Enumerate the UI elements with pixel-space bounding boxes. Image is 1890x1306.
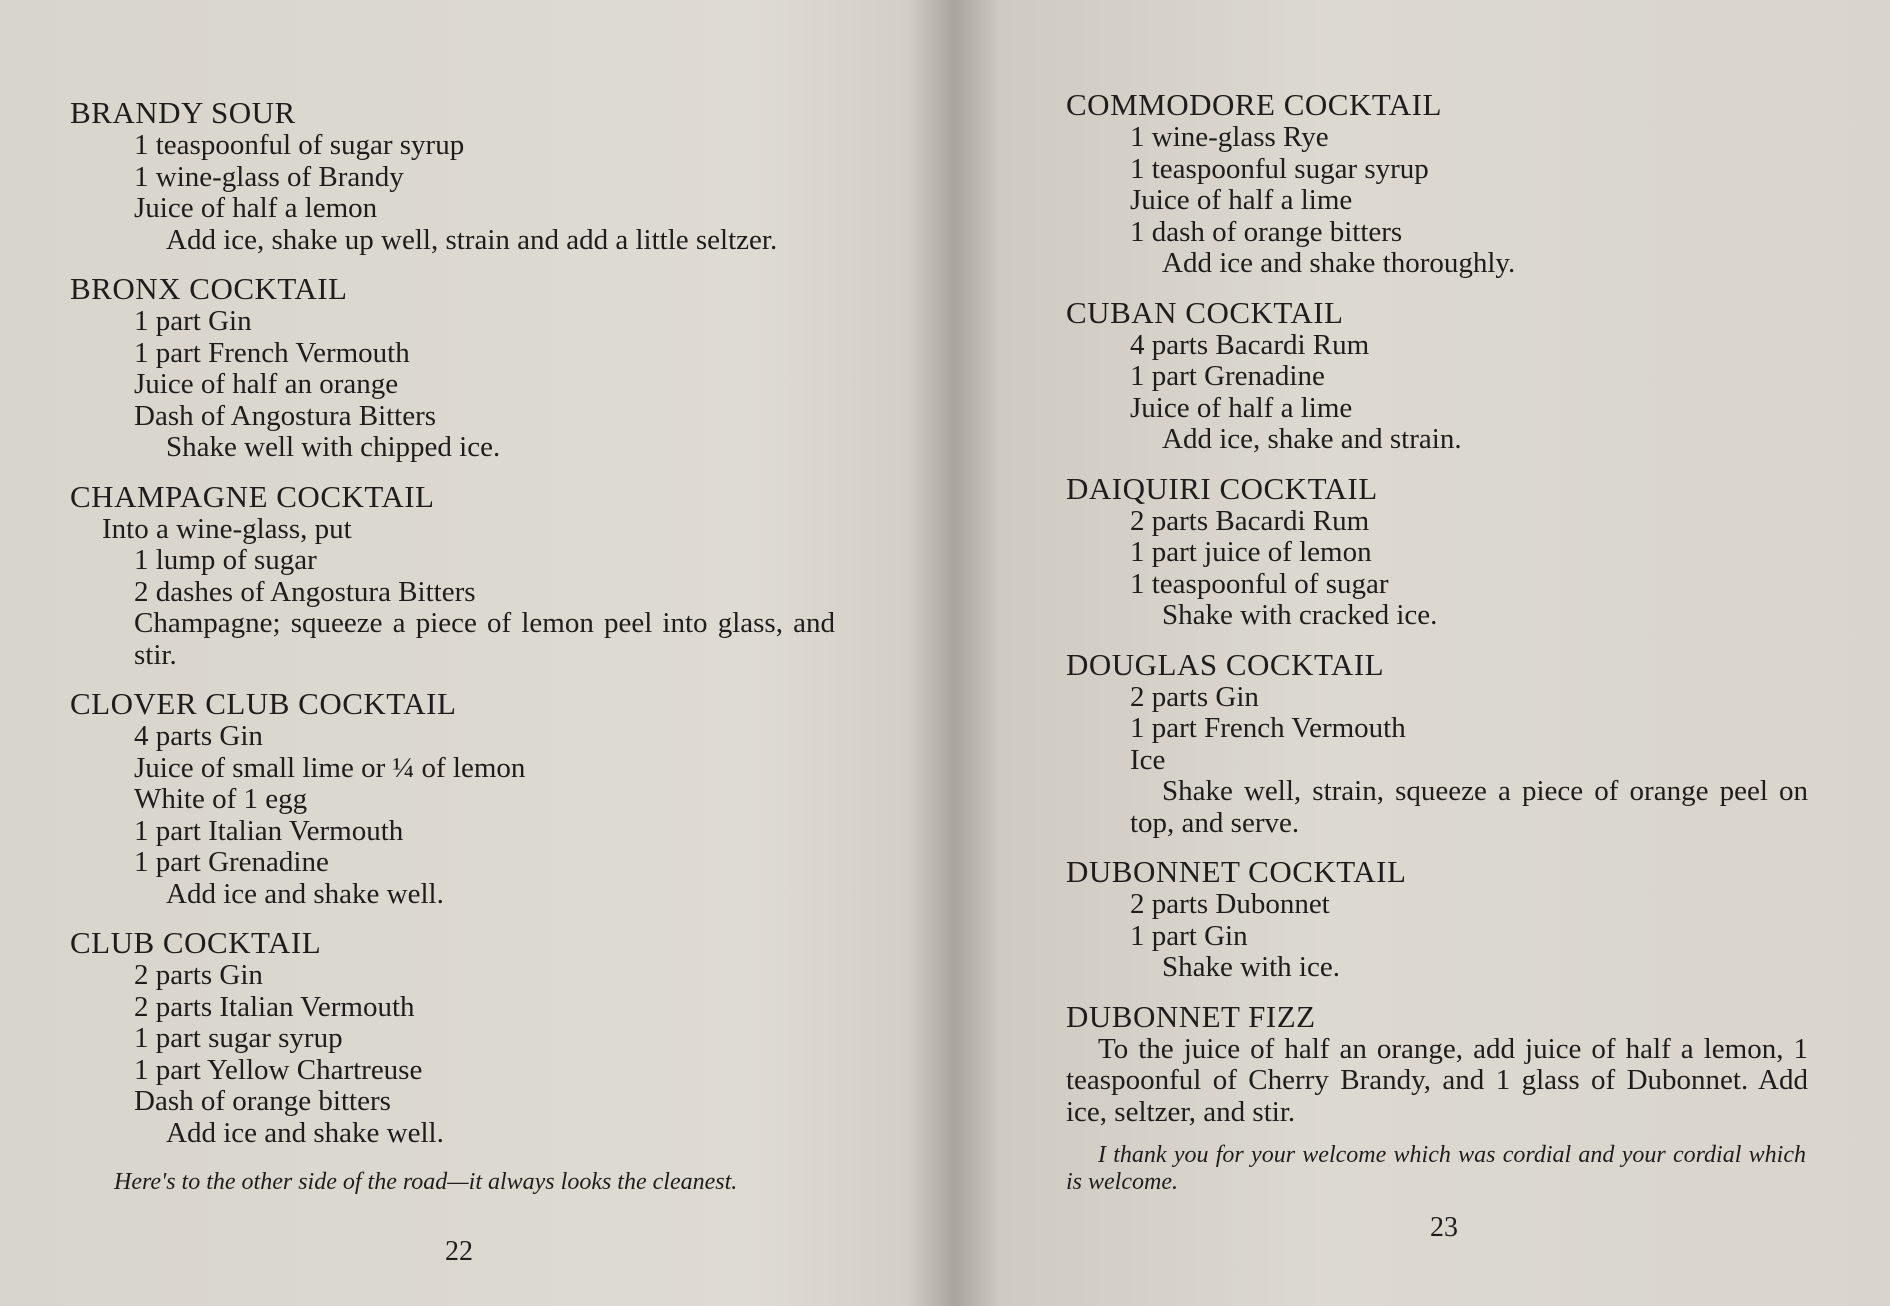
ingredient: 1 part sugar syrup xyxy=(134,1022,343,1054)
ingredient: Dash of orange bitters xyxy=(134,1085,391,1117)
recipe-instruction: Shake well with chipped ice. xyxy=(166,431,501,463)
ingredient: 2 parts Bacardi Rum xyxy=(1130,504,1370,537)
ingredient: 1 part Grenadine xyxy=(134,846,329,878)
ingredient: 2 parts Dubonnet xyxy=(1130,888,1330,920)
recipe-title: BRONX COCKTAIL xyxy=(70,271,348,306)
page-motto: Here's to the other side of the road—it always looks the cleanest. xyxy=(114,1169,738,1195)
recipe-clover-club-cocktail xyxy=(70,687,835,910)
ingredient: 2 dashes of Angostura Bitters xyxy=(134,575,476,608)
recipe-instruction: Shake well, strain, squeeze a piece of orange peel on top, and serve. xyxy=(1130,775,1808,839)
recipe-cuban-cocktail xyxy=(1066,296,1808,456)
recipe-title: COMMODORE COCKTAIL xyxy=(1066,87,1442,122)
ingredient: 4 parts Bacardi Rum xyxy=(1130,328,1370,361)
recipe-instruction: Champagne; squeeze a piece of lemon peel into glass, and stir. xyxy=(134,607,835,671)
recipe-instruction: Add ice, shake and strain. xyxy=(1162,423,1462,455)
recipe-bronx-cocktail xyxy=(70,272,835,464)
ingredient: 1 part Yellow Chartreuse xyxy=(134,1053,423,1086)
page-number: 23 xyxy=(1430,1212,1458,1243)
recipe-instruction: Add ice and shake well. xyxy=(166,1116,444,1149)
recipe-title: DUBONNET FIZZ xyxy=(1066,998,1316,1034)
recipe-dubonnet-fizz xyxy=(1066,1000,1808,1129)
ingredient: Dash of Angostura Bitters xyxy=(134,399,437,432)
ingredient: 1 part juice of lemon xyxy=(1130,536,1372,568)
recipe-club-cocktail xyxy=(70,926,835,1149)
ingredient: 1 teaspoonful of sugar syrup xyxy=(134,129,465,161)
ingredient: Juice of half a lime xyxy=(1130,184,1353,216)
ingredient: 1 part French Vermouth xyxy=(1130,712,1406,744)
recipe-brandy-sour xyxy=(70,96,835,256)
recipe-intro: Into a wine-glass, put xyxy=(102,512,352,545)
recipe-title: DUBONNET COCKTAIL xyxy=(1066,854,1407,889)
ingredient: 1 part Italian Vermouth xyxy=(134,814,404,847)
recipe-instruction: Shake with ice. xyxy=(1162,951,1340,983)
recipe-champagne-cocktail xyxy=(70,480,835,672)
ingredient: 1 wine-glass Rye xyxy=(1130,121,1329,153)
page-number: 22 xyxy=(445,1236,473,1267)
ingredient: 1 lump of sugar xyxy=(134,544,317,576)
recipe-instruction: Shake with cracked ice. xyxy=(1162,599,1438,631)
recipe-title: CLOVER CLUB COCKTAIL xyxy=(70,686,457,721)
ingredient: 1 teaspoonful sugar syrup xyxy=(1130,152,1429,185)
ingredient: 1 wine-glass of Brandy xyxy=(134,160,404,193)
recipe-instruction: Add ice and shake thoroughly. xyxy=(1162,247,1516,279)
ingredient: 2 parts Italian Vermouth xyxy=(134,990,415,1023)
recipe-title: CHAMPAGNE COCKTAIL xyxy=(70,478,435,514)
ingredient: Ice xyxy=(1130,743,1166,776)
page-motto: I thank you for your welcome which was cordial and your cordial which is welcome. xyxy=(1066,1142,1806,1195)
recipe-instruction: Add ice and shake well. xyxy=(166,877,444,910)
recipe-title: CLUB COCKTAIL xyxy=(70,925,322,960)
recipe-title: DOUGLAS COCKTAIL xyxy=(1066,646,1385,682)
recipe-douglas-cocktail xyxy=(1066,648,1808,840)
ingredient: Juice of half a lime xyxy=(1130,391,1353,424)
ingredient: 1 part Gin xyxy=(1130,919,1248,952)
recipe-instruction: Add ice, shake up well, strain and add a little seltzer. xyxy=(166,223,778,256)
ingredient: Juice of half a lemon xyxy=(134,192,378,224)
ingredient: White of 1 egg xyxy=(134,783,308,815)
recipe-dubonnet-cocktail xyxy=(1066,855,1808,984)
ingredient: 1 part Grenadine xyxy=(1130,360,1325,392)
right-page xyxy=(948,0,1890,1306)
ingredient: Juice of small lime or ¼ of lemon xyxy=(134,751,526,784)
ingredient: 1 part Gin xyxy=(134,305,252,337)
ingredient: 1 teaspoonful of sugar xyxy=(1130,567,1389,600)
ingredient: 1 part French Vermouth xyxy=(134,336,410,369)
recipe-title: BRANDY SOUR xyxy=(70,95,296,130)
ingredient: 2 parts Gin xyxy=(1130,680,1259,713)
ingredient: 2 parts Gin xyxy=(134,959,263,991)
ingredient: Juice of half an orange xyxy=(134,368,399,400)
recipe-commodore-cocktail xyxy=(1066,88,1808,280)
ingredient: 4 parts Gin xyxy=(134,720,263,752)
recipe-paragraph: To the juice of half an orange, add juice of half a lemon, 1 teaspoonful of Cherry Brandy, and 1 glass of Dubonnet. Add ice, seltzer, and stir. xyxy=(1066,1032,1808,1128)
recipe-daiquiri-cocktail xyxy=(1066,472,1808,632)
ingredient: 1 dash of orange bitters xyxy=(1130,215,1403,248)
recipe-title: DAIQUIRI COCKTAIL xyxy=(1066,470,1378,506)
recipe-title: CUBAN COCKTAIL xyxy=(1066,294,1344,330)
